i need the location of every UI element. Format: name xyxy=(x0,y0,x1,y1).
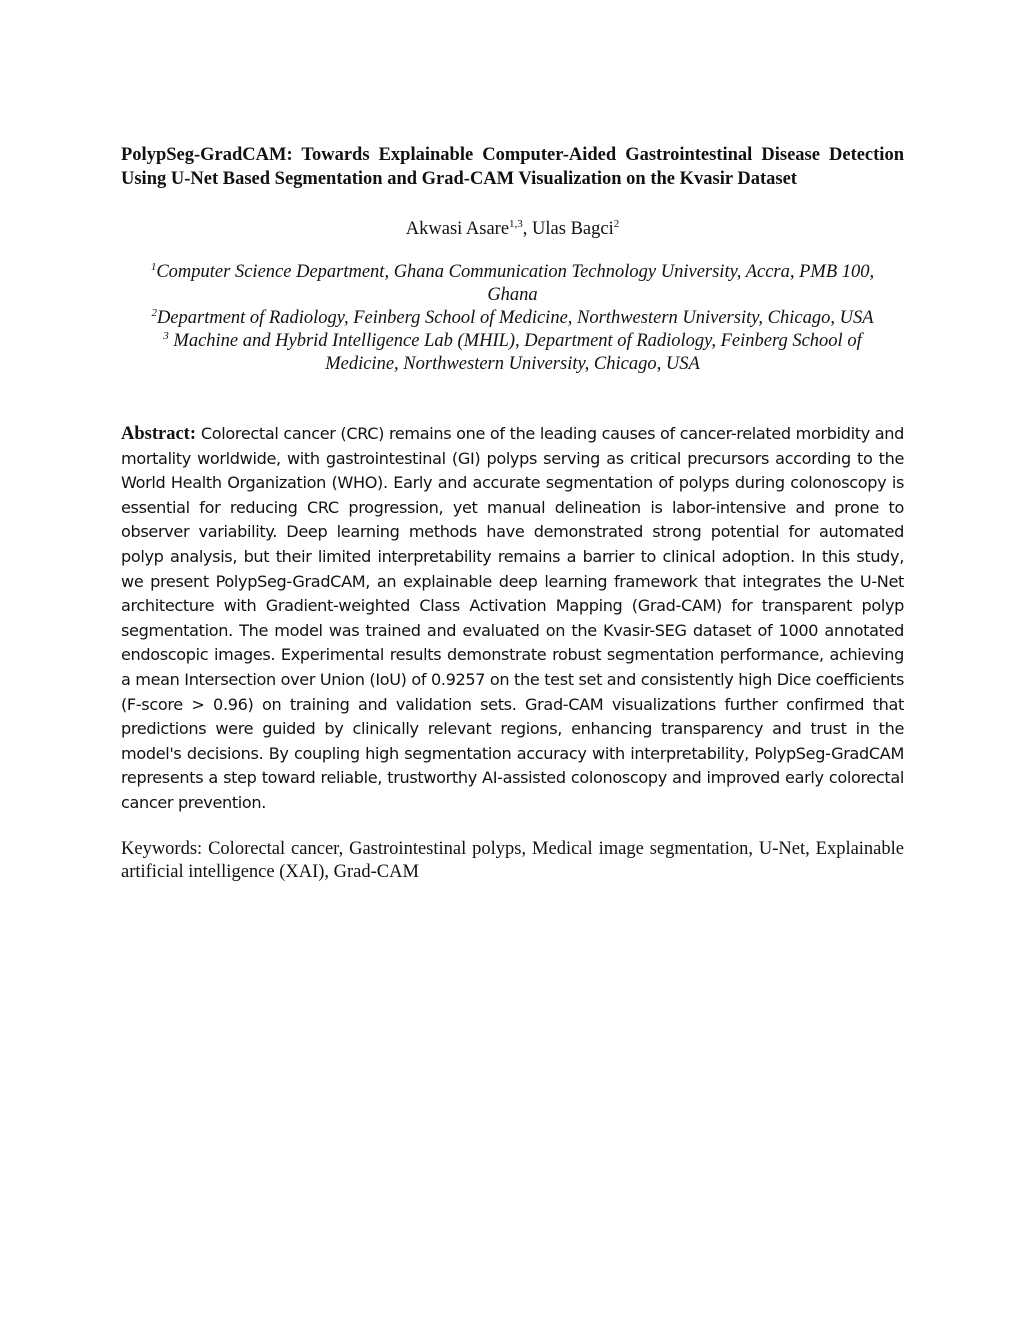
author-affiliation-mark: 1,3 xyxy=(509,217,523,230)
abstract-body: Colorectal cancer (CRC) remains one of the leading causes of cancer-related morbidity and mortality worldwide, with gastrointestinal (GI) polyps serving as critical precursors according to the World Health Organization (WHO). Early and accurate segmentation of polyps during colonoscopy is essential for reducing CRC progression, yet manual delineation is labor-intensive and prone to observer variability. Deep learning methods have demonstrated strong potential for automated polyp analysis, but their limited interpretability remains a barrier to clinical adoption. In this study, we present PolypSeg-GradCAM, an explainable deep learning framework that integrates the U-Net architecture with Gradient-weighted Class Activation Mapping (Grad-CAM) for transparent polyp segmentation. The model was trained and evaluated on the Kvasir-SEG dataset of 1000 annotated endoscopic images. Experimental results demonstrate robust segmentation performance, achieving a mean Intersection over Union (IoU) of 0.9257 on the test set and consistently high Dice coefficients (F-score > 0.96) on training and validation sets. Grad-CAM visualizations further confirmed that predictions were guided by clinically relevant regions, enhancing transparency and trust in the model's decisions. By coupling high segmentation accuracy with interpretability, PolypSeg-GradCAM represents a step toward reliable, trustworthy AI-assisted colonoscopy and improved early colorectal cancer prevention. xyxy=(121,424,904,812)
author-name: Akwasi Asare xyxy=(405,219,510,239)
affiliation-text: Computer Science Department, Ghana Communication Technology University, Accra, PMB 100, Ghana xyxy=(156,262,875,305)
affiliation-text: Machine and Hybrid Intelligence Lab (MHIL), Department of Radiology, Feinberg School of Medicine, Northwestern University, Chicago, USA xyxy=(168,331,862,374)
author-list xyxy=(121,217,904,241)
author-affiliation-mark: 2 xyxy=(613,217,620,230)
affiliation xyxy=(121,330,904,376)
affiliation-list xyxy=(121,261,904,376)
paper-title: PolypSeg-GradCAM: Towards Explainable Computer-Aided Gastrointestinal Disease Detection Using U-Net Based Segmentation and Grad-CAM Visualization on the Kvasir Dataset xyxy=(121,145,904,189)
affiliation-mark: 1 xyxy=(150,260,157,273)
affiliation-mark: 2 xyxy=(151,306,157,319)
keywords: Keywords: Colorectal cancer, Gastrointestinal polyps, Medical image segmentation, U-Net, Explainable artificial intelligence (XAI), Grad-CAM xyxy=(121,838,904,882)
abstract-label: Abstract: xyxy=(121,424,197,444)
paper-page xyxy=(121,143,904,884)
affiliation-text: Department of Radiology, Feinberg School of Medicine, Northwestern University, Chicago, USA xyxy=(156,308,874,328)
author-name: Ulas Bagci xyxy=(532,219,614,239)
affiliation-mark: 3 xyxy=(163,329,169,342)
affiliation xyxy=(121,307,904,330)
author-separator: , xyxy=(522,219,533,239)
abstract xyxy=(121,422,904,816)
affiliation xyxy=(121,261,904,307)
